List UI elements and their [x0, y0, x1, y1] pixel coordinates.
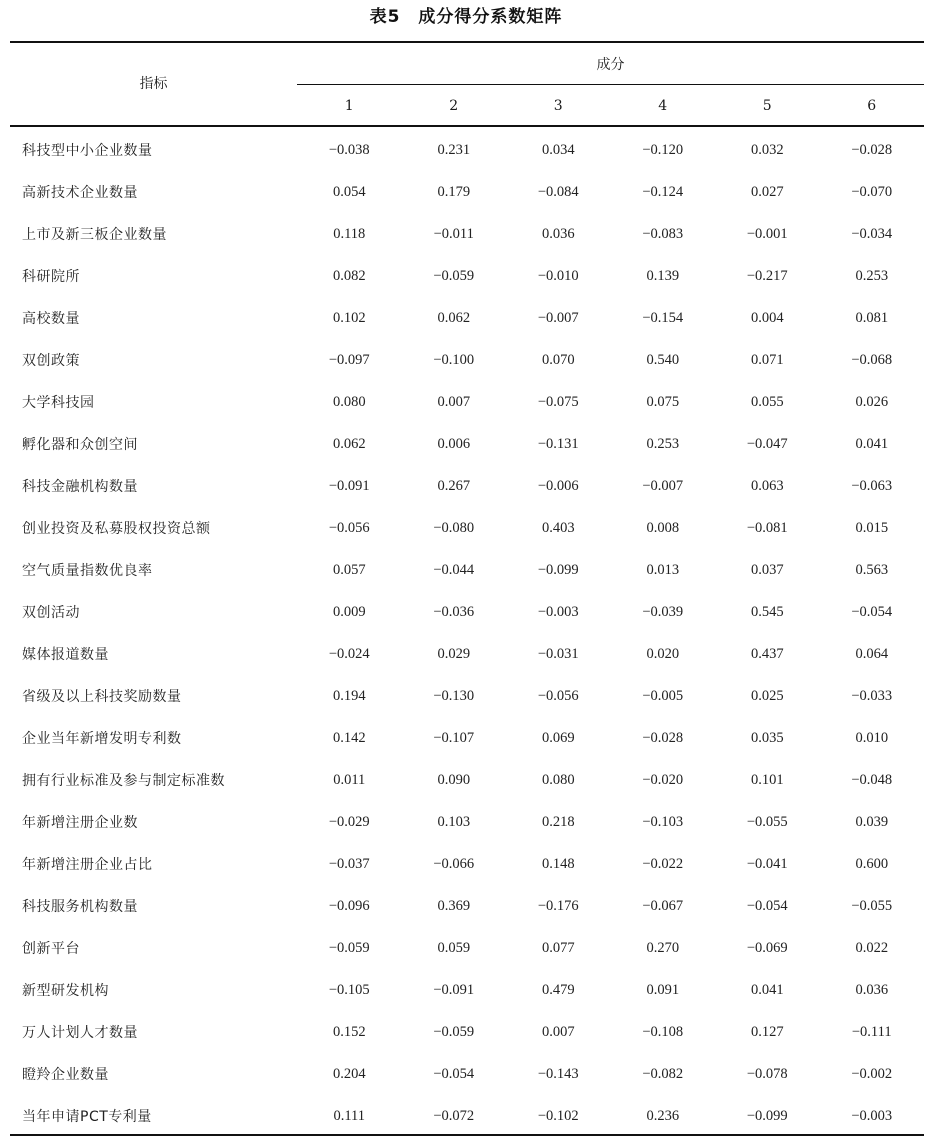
cell-component-2: −0.059: [433, 267, 475, 284]
row-indicator-label: 年新增注册企业数: [22, 815, 138, 831]
cell-component-3: 0.148: [541, 855, 575, 872]
cell-component-1: 0.054: [332, 183, 366, 200]
cell-component-4: 0.270: [646, 939, 680, 956]
row-indicator-label: 上市及新三板企业数量: [22, 227, 167, 243]
cell-component-3: −0.099: [537, 561, 579, 578]
header-component-columns: [297, 96, 924, 116]
table-row: [10, 171, 924, 213]
row-indicator-label: 创业投资及私募股权投资总额: [22, 521, 211, 537]
cell-component-3: 0.218: [541, 813, 575, 830]
cell-component-6: −0.034: [851, 225, 893, 242]
cell-component-4: −0.083: [642, 225, 684, 242]
cell-component-5: 0.545: [750, 603, 784, 620]
cell-component-2: −0.130: [433, 687, 475, 704]
cell-component-6: 0.039: [855, 813, 889, 830]
cell-component-1: 0.194: [332, 687, 366, 704]
cell-component-5: −0.041: [746, 855, 788, 872]
table-row: [10, 255, 924, 297]
row-indicator-label: 科技型中小企业数量: [22, 143, 153, 159]
cell-component-3: −0.176: [537, 897, 579, 914]
row-indicator-label: 科研院所: [22, 269, 80, 285]
table-caption: 表5 成分得分系数矩阵: [369, 7, 563, 27]
cell-component-5: −0.047: [746, 435, 788, 452]
cell-component-4: −0.108: [642, 1023, 684, 1040]
cell-component-4: −0.007: [642, 477, 684, 494]
cell-component-4: −0.103: [642, 813, 684, 830]
cell-component-4: 0.236: [646, 1107, 680, 1124]
row-indicator-label: 孵化器和众创空间: [22, 437, 138, 453]
cell-component-3: 0.036: [541, 225, 575, 242]
row-indicator-label: 万人计划人才数量: [22, 1025, 138, 1041]
row-indicator-label: 双创活动: [22, 605, 80, 621]
row-indicator-label: 空气质量指数优良率: [22, 563, 153, 579]
cell-component-4: −0.005: [642, 687, 684, 704]
cell-component-2: −0.059: [433, 1023, 475, 1040]
cell-component-3: −0.131: [537, 435, 579, 452]
cell-component-6: −0.002: [851, 1065, 893, 1082]
cell-component-6: −0.054: [851, 603, 893, 620]
cell-component-5: 0.004: [750, 309, 784, 326]
cell-component-6: 0.026: [855, 393, 889, 410]
table-body: [10, 129, 924, 1137]
cell-component-3: 0.007: [541, 1023, 575, 1040]
row-indicator-label: 大学科技园: [22, 395, 95, 411]
cell-component-1: 0.062: [332, 435, 366, 452]
row-indicator-label: 年新增注册企业占比: [22, 857, 153, 873]
cell-component-3: −0.003: [537, 603, 579, 620]
cell-component-4: 0.013: [646, 561, 680, 578]
cell-component-4: 0.091: [646, 981, 680, 998]
cell-component-1: 0.057: [332, 561, 366, 578]
cell-component-3: −0.075: [537, 393, 579, 410]
cell-component-6: −0.111: [851, 1023, 892, 1040]
header-indicator: 指标: [139, 76, 168, 92]
cell-component-4: 0.075: [646, 393, 680, 410]
cell-component-4: −0.067: [642, 897, 684, 914]
cell-component-3: −0.010: [537, 267, 579, 284]
cell-component-4: −0.082: [642, 1065, 684, 1082]
cell-component-1: −0.037: [328, 855, 370, 872]
cell-component-2: −0.036: [433, 603, 475, 620]
table-row: [10, 927, 924, 969]
cell-component-5: 0.025: [750, 687, 784, 704]
cell-component-4: −0.028: [642, 729, 684, 746]
row-indicator-label: 高校数量: [22, 311, 80, 327]
table-row: [10, 423, 924, 465]
cell-component-5: 0.071: [750, 351, 784, 368]
cell-component-5: 0.055: [750, 393, 784, 410]
row-indicator-label: 企业当年新增发明专利数: [22, 731, 182, 747]
cell-component-5: 0.041: [750, 981, 784, 998]
cell-component-3: 0.403: [541, 519, 575, 536]
table-row: [10, 1095, 924, 1137]
cell-component-5: −0.055: [746, 813, 788, 830]
cell-component-1: 0.142: [332, 729, 366, 746]
header-col-2: 2: [449, 98, 459, 114]
cell-component-2: 0.103: [437, 813, 471, 830]
cell-component-4: 0.020: [646, 645, 680, 662]
row-indicator-label: 当年申请PCT专利量: [22, 1109, 152, 1125]
cell-component-6: −0.063: [851, 477, 893, 494]
cell-component-4: 0.253: [646, 435, 680, 452]
cell-component-4: −0.124: [642, 183, 684, 200]
cell-component-1: −0.096: [328, 897, 370, 914]
table-row: [10, 129, 924, 171]
cell-component-3: −0.056: [537, 687, 579, 704]
cell-component-6: 0.081: [855, 309, 889, 326]
cell-component-1: −0.105: [328, 981, 370, 998]
table-row: [10, 1011, 924, 1053]
row-indicator-label: 科技金融机构数量: [22, 479, 138, 495]
cell-component-1: 0.011: [333, 771, 366, 788]
table-row: [10, 213, 924, 255]
cell-component-1: 0.082: [332, 267, 366, 284]
table-bottom-rule: [10, 1134, 924, 1136]
cell-component-3: 0.034: [541, 141, 575, 158]
table-row: [10, 675, 924, 717]
cell-component-5: −0.081: [746, 519, 788, 536]
table-row: [10, 465, 924, 507]
cell-component-1: 0.204: [332, 1065, 366, 1082]
cell-component-6: 0.041: [855, 435, 889, 452]
cell-component-6: 0.064: [855, 645, 889, 662]
cell-component-6: 0.563: [855, 561, 889, 578]
cell-component-4: −0.039: [642, 603, 684, 620]
cell-component-4: 0.139: [646, 267, 680, 284]
cell-component-6: 0.022: [855, 939, 889, 956]
cell-component-5: 0.037: [750, 561, 784, 578]
cell-component-6: 0.015: [855, 519, 889, 536]
cell-component-5: 0.032: [750, 141, 784, 158]
cell-component-5: −0.001: [746, 225, 788, 242]
header-col-3: 3: [553, 98, 563, 114]
table-row: [10, 1053, 924, 1095]
cell-component-2: 0.090: [437, 771, 471, 788]
cell-component-5: 0.127: [750, 1023, 784, 1040]
cell-component-6: −0.048: [851, 771, 893, 788]
row-indicator-label: 拥有行业标准及参与制定标准数: [22, 773, 225, 789]
cell-component-2: 0.006: [437, 435, 471, 452]
cell-component-6: −0.033: [851, 687, 893, 704]
cell-component-3: −0.006: [537, 477, 579, 494]
cell-component-1: 0.111: [333, 1107, 366, 1124]
cell-component-1: 0.009: [332, 603, 366, 620]
header-bottom-rule: [10, 125, 924, 127]
cell-component-2: 0.062: [437, 309, 471, 326]
cell-component-1: −0.029: [328, 813, 370, 830]
cell-component-1: 0.102: [332, 309, 366, 326]
cell-component-4: −0.020: [642, 771, 684, 788]
cell-component-2: −0.100: [433, 351, 475, 368]
cell-component-1: −0.091: [328, 477, 370, 494]
cell-component-6: −0.003: [851, 1107, 893, 1124]
cell-component-2: −0.091: [433, 981, 475, 998]
row-indicator-label: 高新技术企业数量: [22, 185, 138, 201]
cell-component-3: −0.102: [537, 1107, 579, 1124]
cell-component-2: 0.059: [437, 939, 471, 956]
cell-component-3: −0.031: [537, 645, 579, 662]
cell-component-3: 0.070: [541, 351, 575, 368]
table-row: [10, 381, 924, 423]
table-row: [10, 969, 924, 1011]
cell-component-5: −0.099: [746, 1107, 788, 1124]
cell-component-6: 0.036: [855, 981, 889, 998]
header-component-group: 成分: [596, 57, 625, 73]
cell-component-3: −0.084: [537, 183, 579, 200]
table-row: [10, 801, 924, 843]
cell-component-1: 0.080: [332, 393, 366, 410]
cell-component-5: 0.063: [750, 477, 784, 494]
cell-component-4: −0.120: [642, 141, 684, 158]
cell-component-6: −0.028: [851, 141, 893, 158]
row-indicator-label: 新型研发机构: [22, 983, 109, 999]
header-group-rule: [297, 84, 924, 85]
cell-component-2: −0.107: [433, 729, 475, 746]
cell-component-2: −0.054: [433, 1065, 475, 1082]
cell-component-3: −0.143: [537, 1065, 579, 1082]
cell-component-3: 0.479: [541, 981, 575, 998]
cell-component-1: −0.097: [328, 351, 370, 368]
cell-component-6: 0.253: [855, 267, 889, 284]
cell-component-2: 0.231: [437, 141, 471, 158]
cell-component-6: 0.600: [855, 855, 889, 872]
cell-component-5: −0.069: [746, 939, 788, 956]
table-row: [10, 843, 924, 885]
cell-component-3: 0.080: [541, 771, 575, 788]
cell-component-2: −0.080: [433, 519, 475, 536]
cell-component-5: 0.101: [750, 771, 784, 788]
cell-component-5: −0.217: [746, 267, 788, 284]
cell-component-2: 0.007: [437, 393, 471, 410]
cell-component-1: −0.059: [328, 939, 370, 956]
header-col-1: 1: [344, 98, 354, 114]
cell-component-1: −0.056: [328, 519, 370, 536]
cell-component-1: −0.038: [328, 141, 370, 158]
cell-component-2: 0.369: [437, 897, 471, 914]
cell-component-2: 0.179: [437, 183, 471, 200]
table-row: [10, 759, 924, 801]
cell-component-6: −0.055: [851, 897, 893, 914]
row-indicator-label: 媒体报道数量: [22, 647, 109, 663]
cell-component-1: 0.118: [333, 225, 366, 242]
cell-component-4: 0.540: [646, 351, 680, 368]
cell-component-4: 0.008: [646, 519, 680, 536]
table-row: [10, 297, 924, 339]
table-row: [10, 591, 924, 633]
cell-component-2: −0.066: [433, 855, 475, 872]
table-row: [10, 633, 924, 675]
cell-component-1: −0.024: [328, 645, 370, 662]
cell-component-4: −0.154: [642, 309, 684, 326]
cell-component-4: −0.022: [642, 855, 684, 872]
table-row: [10, 549, 924, 591]
row-indicator-label: 省级及以上科技奖励数量: [22, 689, 182, 705]
cell-component-1: 0.152: [332, 1023, 366, 1040]
cell-component-3: 0.069: [541, 729, 575, 746]
table-row: [10, 885, 924, 927]
cell-component-5: 0.035: [750, 729, 784, 746]
header-col-4: 4: [658, 98, 668, 114]
cell-component-6: −0.070: [851, 183, 893, 200]
cell-component-3: 0.077: [541, 939, 575, 956]
table-top-rule: [10, 41, 924, 43]
cell-component-2: 0.029: [437, 645, 471, 662]
header-col-5: 5: [762, 98, 772, 114]
cell-component-5: −0.054: [746, 897, 788, 914]
row-indicator-label: 科技服务机构数量: [22, 899, 138, 915]
row-indicator-label: 瞪羚企业数量: [22, 1067, 109, 1083]
cell-component-2: −0.011: [433, 225, 474, 242]
table-row: [10, 717, 924, 759]
header-col-6: 6: [867, 98, 877, 114]
cell-component-5: 0.027: [750, 183, 784, 200]
cell-component-3: −0.007: [537, 309, 579, 326]
cell-component-6: −0.068: [851, 351, 893, 368]
cell-component-5: 0.437: [750, 645, 784, 662]
table-row: [10, 339, 924, 381]
cell-component-2: −0.044: [433, 561, 475, 578]
cell-component-6: 0.010: [855, 729, 889, 746]
cell-component-2: 0.267: [437, 477, 471, 494]
table-row: [10, 507, 924, 549]
row-indicator-label: 双创政策: [22, 353, 80, 369]
cell-component-5: −0.078: [746, 1065, 788, 1082]
cell-component-2: −0.072: [433, 1107, 475, 1124]
row-indicator-label: 创新平台: [22, 941, 80, 957]
